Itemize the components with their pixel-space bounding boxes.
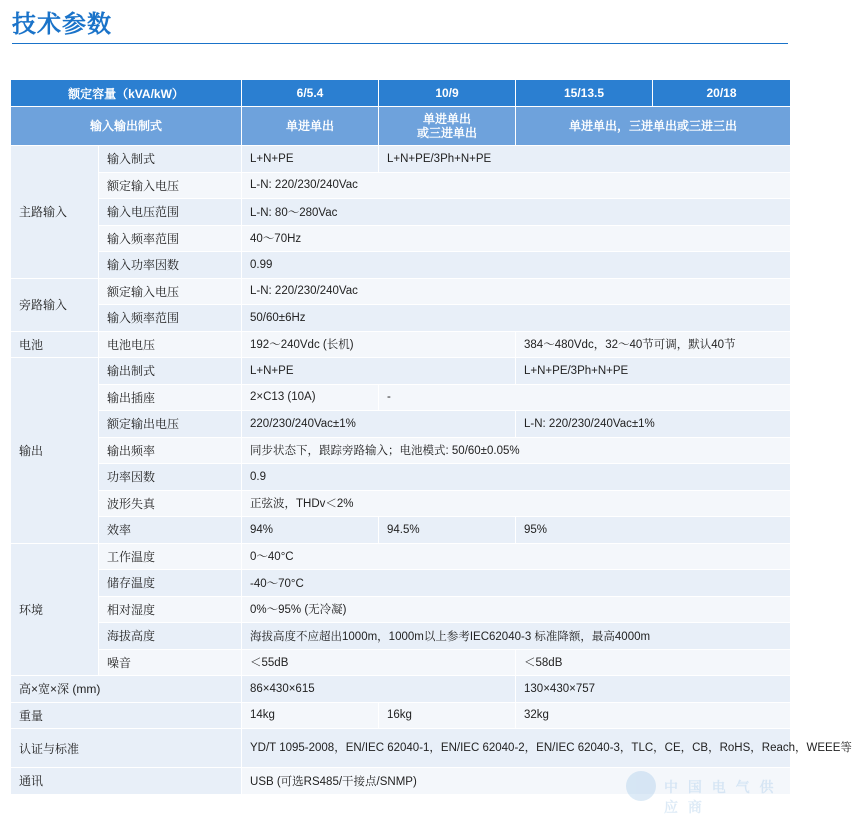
capacity-20: 20/18: [653, 80, 791, 107]
cell-value: 94.5%: [379, 517, 516, 544]
group-communication: 通讯: [11, 768, 242, 795]
cell-value: ＜58dB: [516, 649, 791, 676]
row-label: 相对湿度: [99, 596, 242, 623]
table-row: [11, 464, 791, 491]
capacity-6: 6/5.4: [242, 80, 379, 107]
table-row: [11, 305, 791, 332]
row-label: 额定输入电压: [99, 172, 242, 199]
io-value-2: 单进单出 或三进单出: [379, 107, 516, 146]
cell-value: L+N+PE/3Ph+N+PE: [379, 146, 791, 173]
table-row: [11, 543, 791, 570]
cell-value: ＜55dB: [242, 649, 516, 676]
cell-value: YD/T 1095-2008，EN/IEC 62040-1，EN/IEC 62040-2，EN/IEC 62040-3，TLC，CE，CB，RoHS，Reach，WEEE等: [242, 729, 791, 768]
cell-value: 86×430×615: [242, 676, 516, 703]
group-certification: 认证与标准: [11, 729, 242, 768]
cell-value: 220/230/240Vac±1%: [242, 411, 516, 438]
row-label: 输出制式: [99, 358, 242, 385]
table-row: [11, 437, 791, 464]
capacity-10: 10/9: [379, 80, 516, 107]
row-label: 储存温度: [99, 570, 242, 597]
group-battery: 电池: [11, 331, 99, 358]
cell-value: 50/60±6Hz: [242, 305, 791, 332]
group-output: 输出: [11, 358, 99, 544]
table-row: [11, 702, 791, 729]
cell-value: 16kg: [379, 702, 516, 729]
title-divider: [12, 43, 788, 44]
row-label: 输入频率范围: [99, 225, 242, 252]
table-row: [11, 596, 791, 623]
group-main-input: 主路输入: [11, 146, 99, 279]
cell-value: L+N+PE: [242, 358, 516, 385]
table-row: [11, 623, 791, 650]
table-row: [11, 729, 791, 768]
cell-value: L-N: 80～280Vac: [242, 199, 791, 226]
page-title: 技术参数: [12, 10, 112, 38]
group-bypass-input: 旁路输入: [11, 278, 99, 331]
cell-value: 32kg: [516, 702, 791, 729]
table-row: [11, 384, 791, 411]
table-row: [11, 570, 791, 597]
group-dimensions: 高×宽×深 (mm): [11, 676, 242, 703]
group-environment: 环境: [11, 543, 99, 676]
row-label: 电池电压: [99, 331, 242, 358]
cell-value: USB (可选RS485/干接点/SNMP): [242, 768, 791, 795]
io-value-1: 单进单出: [242, 107, 379, 146]
table-row: [11, 225, 791, 252]
cell-value: -: [379, 384, 791, 411]
cell-value: L+N+PE: [242, 146, 379, 173]
table-row: [11, 490, 791, 517]
cell-value: -40～70°C: [242, 570, 791, 597]
cell-value: L-N: 220/230/240Vac: [242, 172, 791, 199]
cell-value: 2×C13 (10A): [242, 384, 379, 411]
table-row: [11, 411, 791, 438]
table-row: [11, 358, 791, 385]
cell-value: 40～70Hz: [242, 225, 791, 252]
cell-value: 海拔高度不应超出1000m，1000m以上参考IEC62040-3 标准降额，最高4000m: [242, 623, 791, 650]
cell-value: L+N+PE/3Ph+N+PE: [516, 358, 791, 385]
spec-table: [10, 79, 852, 795]
row-label: 功率因数: [99, 464, 242, 491]
table-row: [11, 252, 791, 279]
cell-value: 384～480Vdc，32～40节可调，默认40节: [516, 331, 791, 358]
watermark-logo-icon: [626, 771, 656, 801]
cell-value: 94%: [242, 517, 379, 544]
row-label: 输入频率范围: [99, 305, 242, 332]
row-label: 海拔高度: [99, 623, 242, 650]
row-label: 输入电压范围: [99, 199, 242, 226]
io-label: 输入输出制式: [11, 107, 242, 146]
table-row: [11, 676, 791, 703]
row-label: 额定输出电压: [99, 411, 242, 438]
table-row: [11, 172, 791, 199]
cell-value: 0.99: [242, 252, 791, 279]
watermark: [626, 771, 786, 815]
row-label: 噪音: [99, 649, 242, 676]
capacity-label: 额定容量（kVA/kW）: [11, 80, 242, 107]
table-row: [11, 146, 791, 173]
row-label: 输出频率: [99, 437, 242, 464]
group-weight: 重量: [11, 702, 242, 729]
row-label: 工作温度: [99, 543, 242, 570]
cell-value: 0～40°C: [242, 543, 791, 570]
table-row: [11, 199, 791, 226]
table-row: [11, 649, 791, 676]
cell-value: 0.9: [242, 464, 791, 491]
table-row: [11, 517, 791, 544]
cell-value: 正弦波，THDv＜2%: [242, 490, 791, 517]
row-label: 输入功率因数: [99, 252, 242, 279]
row-label: 额定输入电压: [99, 278, 242, 305]
cell-value: 95%: [516, 517, 791, 544]
cell-value: L-N: 220/230/240Vac: [242, 278, 791, 305]
table-row: [11, 278, 791, 305]
capacity-15: 15/13.5: [516, 80, 653, 107]
row-label: 输出插座: [99, 384, 242, 411]
cell-value: L-N: 220/230/240Vac±1%: [516, 411, 791, 438]
row-label: 效率: [99, 517, 242, 544]
io-value-3: 单进单出，三进单出或三进三出: [516, 107, 791, 146]
cell-value: 192～240Vdc (长机): [242, 331, 516, 358]
cell-value: 同步状态下，跟踪旁路输入；电池模式: 50/60±0.05%: [242, 437, 791, 464]
capacity-header-row: [11, 80, 791, 107]
watermark-text: 中 国 电 气 供 应 商: [664, 779, 777, 815]
cell-value: 0%～95% (无冷凝): [242, 596, 791, 623]
row-label: 波形失真: [99, 490, 242, 517]
row-label: 输入制式: [99, 146, 242, 173]
cell-value: 130×430×757: [516, 676, 791, 703]
table-row: [11, 331, 791, 358]
io-header-row: [11, 107, 791, 146]
cell-value: 14kg: [242, 702, 379, 729]
